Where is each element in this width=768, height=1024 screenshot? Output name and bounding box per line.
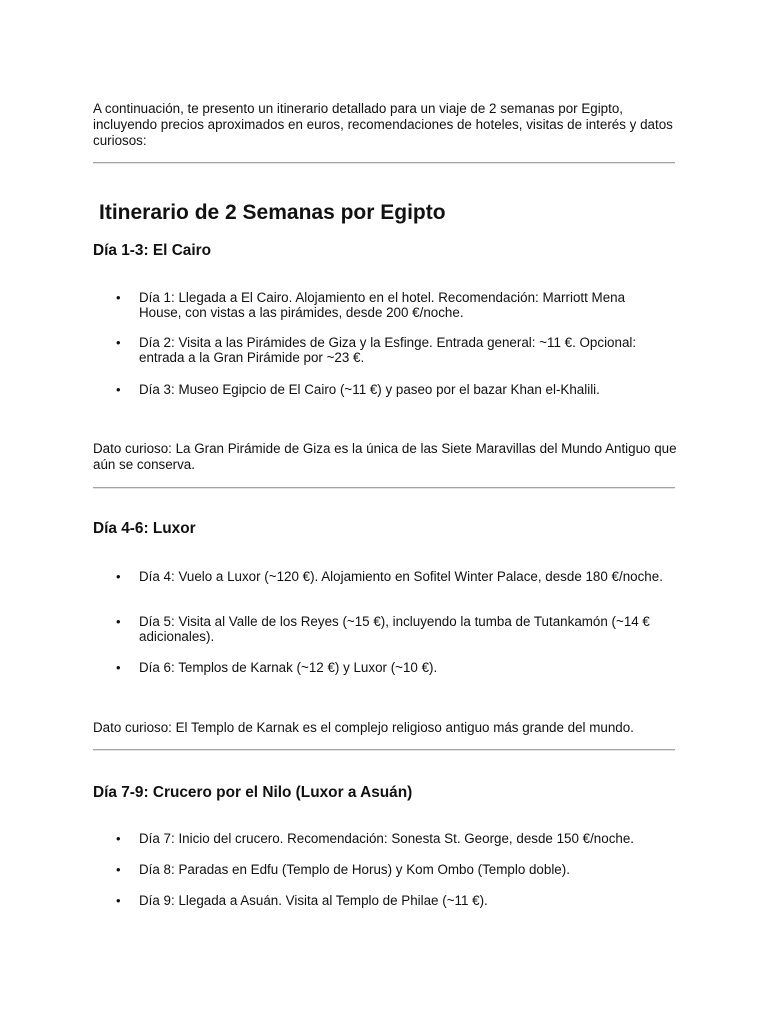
list-item-text: Día 6: Templos de Karnak (~12 €) y Luxor (~10 €). bbox=[139, 660, 438, 675]
horizontal-rule bbox=[93, 162, 675, 164]
list-item-text: Día 9: Llegada a Asuán. Visita al Templo de Philae (~11 €). bbox=[139, 893, 488, 908]
bullet-icon: • bbox=[116, 569, 121, 584]
bullet-icon: • bbox=[116, 382, 121, 397]
list-item-text: Día 3: Museo Egipcio de El Cairo (~11 €) y paseo por el bazar Khan el-Khalili. bbox=[139, 382, 600, 397]
list-item-text: Día 5: Visita al Valle de los Reyes (~15 €), incluyendo la tumba de Tutankamón (~14 € adicionales). bbox=[139, 614, 650, 644]
section-heading-nile-cruise: Día 7-9: Crucero por el Nilo (Luxor a Asuán) bbox=[93, 784, 413, 801]
bullet-icon: • bbox=[116, 660, 121, 675]
bullet-icon: • bbox=[116, 893, 121, 908]
bullet-icon: • bbox=[116, 614, 121, 629]
list-item-text: Día 8: Paradas en Edfu (Templo de Horus) y Kom Ombo (Templo doble). bbox=[139, 862, 570, 877]
list-item-text: Día 7: Inicio del crucero. Recomendación: Sonesta St. George, desde 150 €/noche. bbox=[139, 831, 635, 846]
page-title: Itinerario de 2 Semanas por Egipto bbox=[99, 201, 446, 224]
bullet-icon: • bbox=[116, 831, 121, 846]
horizontal-rule bbox=[93, 749, 675, 751]
list-item-text: Día 1: Llegada a El Cairo. Alojamiento en el hotel. Recomendación: Marriott Mena House, con vistas a las pirámides, desde 200 €/noche. bbox=[139, 290, 626, 320]
section-heading-luxor: Día 4-6: Luxor bbox=[93, 520, 196, 537]
section-heading-cairo: Día 1-3: El Cairo bbox=[93, 242, 212, 259]
bullet-icon: • bbox=[116, 862, 121, 877]
list-item-text: Día 2: Visita a las Pirámides de Giza y la Esfinge. Entrada general: ~11 €. Opcional: entrada a la Gran Pirámide por ~23 €. bbox=[139, 335, 637, 365]
horizontal-rule bbox=[93, 487, 675, 489]
bullet-icon: • bbox=[116, 290, 121, 305]
list-item-text: Día 4: Vuelo a Luxor (~120 €). Alojamiento en Sofitel Winter Palace, desde 180 €/noche. bbox=[139, 569, 663, 584]
fun-fact-paragraph: Dato curioso: La Gran Pirámide de Giza es la única de las Siete Maravillas del Mundo Antiguo que aún se conserva. bbox=[93, 441, 677, 472]
bullet-icon: • bbox=[116, 335, 121, 350]
intro-paragraph: A continuación, te presento un itinerario detallado para un viaje de 2 semanas por Egipto, incluyendo precios aproximados en euros, recomendaciones de hoteles, visitas de interés y datos curiosos: bbox=[93, 101, 673, 148]
fun-fact-paragraph: Dato curioso: El Templo de Karnak es el complejo religioso antiguo más grande del mundo. bbox=[93, 720, 634, 735]
